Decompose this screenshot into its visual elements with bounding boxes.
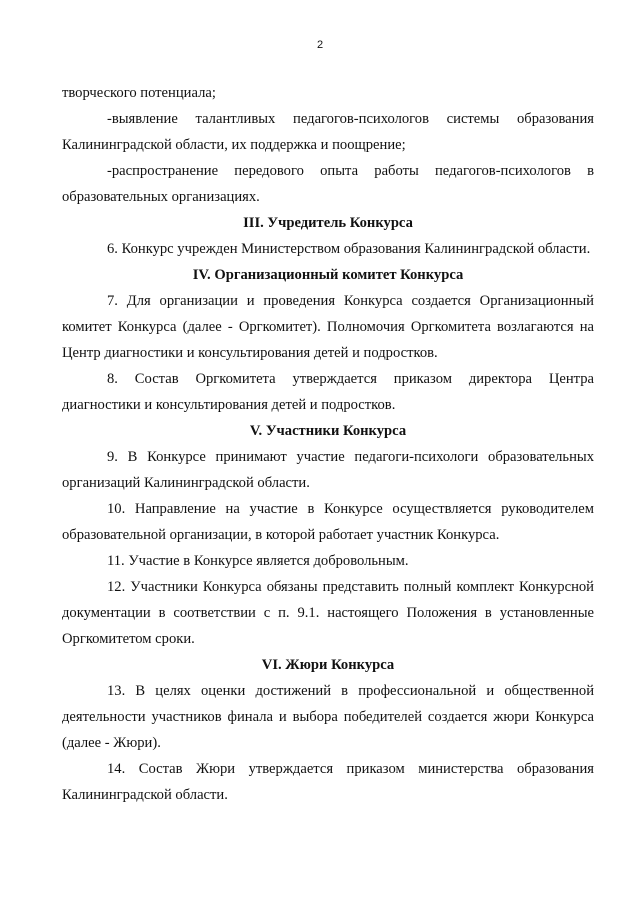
paragraph-7: 7. Для организации и проведения Конкурса создается Организационный комитет Конкурса (далее - Оргкомитет). Полномочия Оргкомитета возлагаются на Центр диагностики и консультирования детей и подростков. [62,293,594,361]
page-number: 2 [316,39,324,51]
paragraph-6: 6. Конкурс учрежден Министерством образования Калининградской области. [107,241,591,257]
paragraph-14: 14. Состав Жюри утверждается приказом министерства образования Калининградской области. [62,761,594,803]
document-body [62,80,594,808]
section-heading-founder: III. Учредитель Конкурса [243,215,413,231]
paragraph-11: 11. Участие в Конкурсе является добровольным. [107,553,409,569]
section-heading-org-committee: IV. Организационный комитет Конкурса [192,267,464,283]
section-heading-participants: V. Участники Конкурса [249,423,407,439]
paragraph-goal-talent: -выявление талантливых педагогов-психологов системы образования Калининградской области, их поддержка и поощрение; [62,111,594,153]
paragraph-9: 9. В Конкурсе принимают участие педагоги-психологи образовательных организаций Калининградской области. [62,449,594,491]
paragraph-13: 13. В целях оценки достижений в профессиональной и общественной деятельности участников финала и выбора победителей создается жюри Конкурса (далее - Жюри). [62,683,594,751]
section-heading-jury: VI. Жюри Конкурса [261,657,395,673]
paragraph-10: 10. Направление на участие в Конкурсе осуществляется руководителем образовательной организации, в которой работает участник Конкурса. [62,501,594,543]
paragraph-goal-experience: -распространение передового опыта работы педагогов-психологов в образовательных организациях. [62,163,594,205]
paragraph-continuation: творческого потенциала; [62,85,216,101]
paragraph-8: 8. Состав Оргкомитета утверждается приказом директора Центра диагностики и консультирования детей и подростков. [62,371,594,413]
paragraph-12: 12. Участники Конкурса обязаны представить полный комплект Конкурсной документации в соответствии с п. 9.1. настоящего Положения в установленные Оргкомитетом сроки. [62,579,594,647]
